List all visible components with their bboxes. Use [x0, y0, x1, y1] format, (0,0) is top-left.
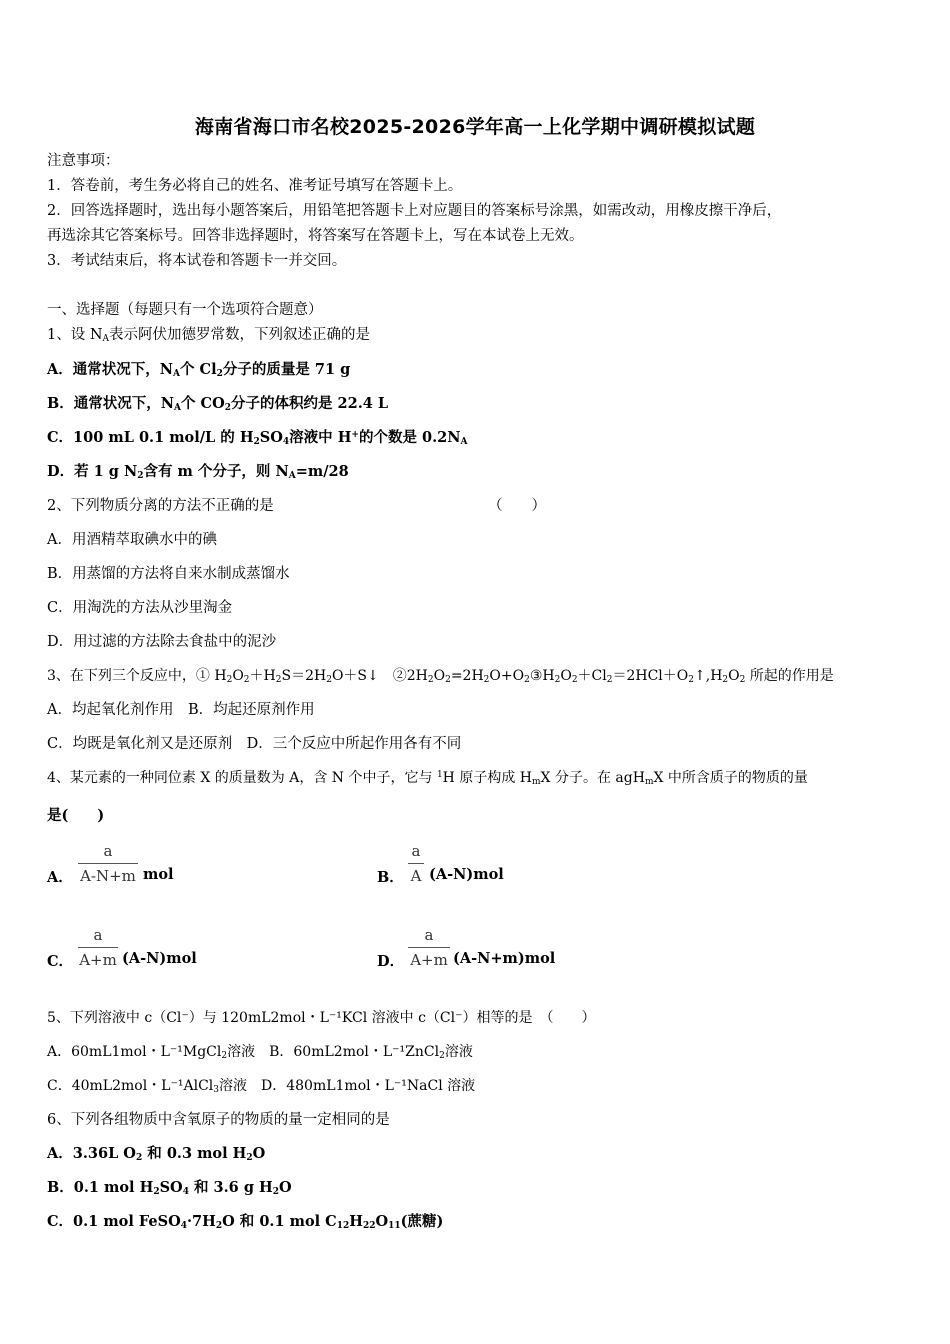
question-1-stem: 1、设 $N_A$表示阿伏加德罗常数，下列叙述正确的是 [47, 327, 371, 344]
question-6-option-b: B．0.1 mol $H_2SO_4$ 和 3.6 g $H_2O$ [47, 1179, 292, 1197]
question-1-option-b: B．通常状况下，$N_A$个 $CO_2$分子的体积约是 22.4 L [47, 395, 389, 413]
fraction-numerator: a [411, 842, 421, 860]
question-4-option-b-label: B． [377, 869, 404, 886]
question-1-option-c: C．100 mL 0.1 mol/L 的 $H_2SO_4$溶液中 H+的个数是 $0.2N_A$ [47, 429, 468, 447]
fraction-denominator: A-N+m [80, 867, 136, 885]
fraction-numerator: a [93, 926, 103, 944]
question-2-stem: 2、下列物质分离的方法不正确的是 [47, 498, 274, 514]
fraction-bar [78, 863, 138, 864]
question-4-stem: 4、某元素的一种同位素 X 的质量数为 A，含 N 个中子，它与 $^1$H 原子构成 $H_mX$ 分子。在 agH$_m$X 中所含质子的物质的量 [47, 770, 808, 787]
question-3-stem: 3、在下列三个反应中，① $H_2O_2+H_2S=2H_2O+S↓$ $②2H_2O_2=2H_2O+O_2③H_2O_2+Cl_2=2HCl+O_2↑,H_2O_2$ 所起的作用是 [47, 668, 834, 685]
question-2-option-b: B．用蒸馏的方法将自来水制成蒸馏水 [47, 566, 290, 582]
fraction-bar [408, 863, 424, 864]
fraction-denominator: A [410, 867, 422, 885]
question-2-option-c: C．用淘洗的方法从沙里淘金 [47, 600, 233, 616]
question-4-option-d-label: D． [377, 953, 405, 970]
question-4-option-c-unit: (A-N)mol [122, 950, 197, 967]
question-4-option-b-unit: (A-N)mol [429, 866, 504, 883]
page-title: 海南省海口市名校2025-2026学年高一上化学期中调研模拟试题 [194, 116, 756, 138]
fraction-numerator: a [424, 926, 434, 944]
notice-heading: 注意事项： [47, 153, 120, 169]
question-3-options-cd: C．均既是氧化剂又是还原剂 D．三个反应中所起作用各有不同 [47, 736, 462, 752]
question-5-options-ab: A．60mL1mol・L⁻¹MgCl$_2$溶液 B．60mL2mol・L⁻¹ZnCl$_2$溶液 [47, 1044, 473, 1061]
question-6-option-c: C．0.1 mol $FeSO_4\cdot 7H_2O$ 和 0.1 mol $C_{12}H_{22}O_{11}$(蔗糖) [47, 1213, 444, 1231]
section-heading: 一、选择题（每题只有一个选项符合题意） [47, 302, 323, 318]
fraction-numerator: a [103, 842, 113, 860]
question-5-stem: 5、下列溶液中 c（Cl⁻）与 120mL2mol・L⁻¹KCl 溶液中 c（Cl⁻）相等的是 （ ） [47, 1010, 596, 1026]
notice-item-2a: 2．回答选择题时，选出每小题答案后，用铅笔把答题卡上对应题目的答案标号涂黑，如需改动，用橡皮擦干净后， [47, 203, 782, 219]
question-5-options-cd: C．40mL2mol・L⁻¹AlCl$_3$溶液 D．480mL1mol・L⁻¹NaCl 溶液 [47, 1078, 476, 1095]
fraction-denominator: A+m [79, 951, 117, 969]
question-4-option-d-unit: (A-N+m)mol [453, 950, 556, 967]
question-2-blank: （ ） [488, 498, 546, 514]
question-6-option-a: A．3.36L $O_2$ 和 0.3 mol $H_2O$ [47, 1145, 266, 1163]
question-1-option-a: A．通常状况下，$N_A$个 $Cl_2$分子的质量是 71 g [47, 361, 351, 379]
question-4-stem-line2: 是( ) [47, 807, 105, 824]
question-4-option-a-label: A． [47, 869, 73, 886]
question-6-stem: 6、下列各组物质中含氧原子的物质的量一定相同的是 [47, 1112, 390, 1128]
notice-item-2b: 再选涂其它答案标号。回答非选择题时，将答案写在答题卡上，写在本试卷上无效。 [47, 228, 584, 244]
notice-item-3: 3．考试结束后，将本试卷和答题卡一并交回。 [47, 253, 347, 269]
fraction-bar [78, 947, 118, 948]
notice-item-1: 1．答卷前，考生务必将自己的姓名、准考证号填写在答题卡上。 [47, 178, 463, 194]
question-2-option-d: D．用过滤的方法除去食盐中的泥沙 [47, 634, 277, 650]
question-4-option-a-unit: mol [143, 866, 174, 883]
question-4-option-c-label: C． [47, 953, 74, 970]
question-1-option-d: D．若 1 g $N_2$含有 m 个分子，则 $N_A=m/28$ [47, 463, 349, 481]
question-3-options-ab: A．均起氧化剂作用 B．均起还原剂作用 [47, 702, 315, 718]
question-2-option-a: A．用酒精萃取碘水中的碘 [47, 532, 217, 548]
fraction-bar [408, 947, 450, 948]
fraction-denominator: A+m [410, 951, 448, 969]
